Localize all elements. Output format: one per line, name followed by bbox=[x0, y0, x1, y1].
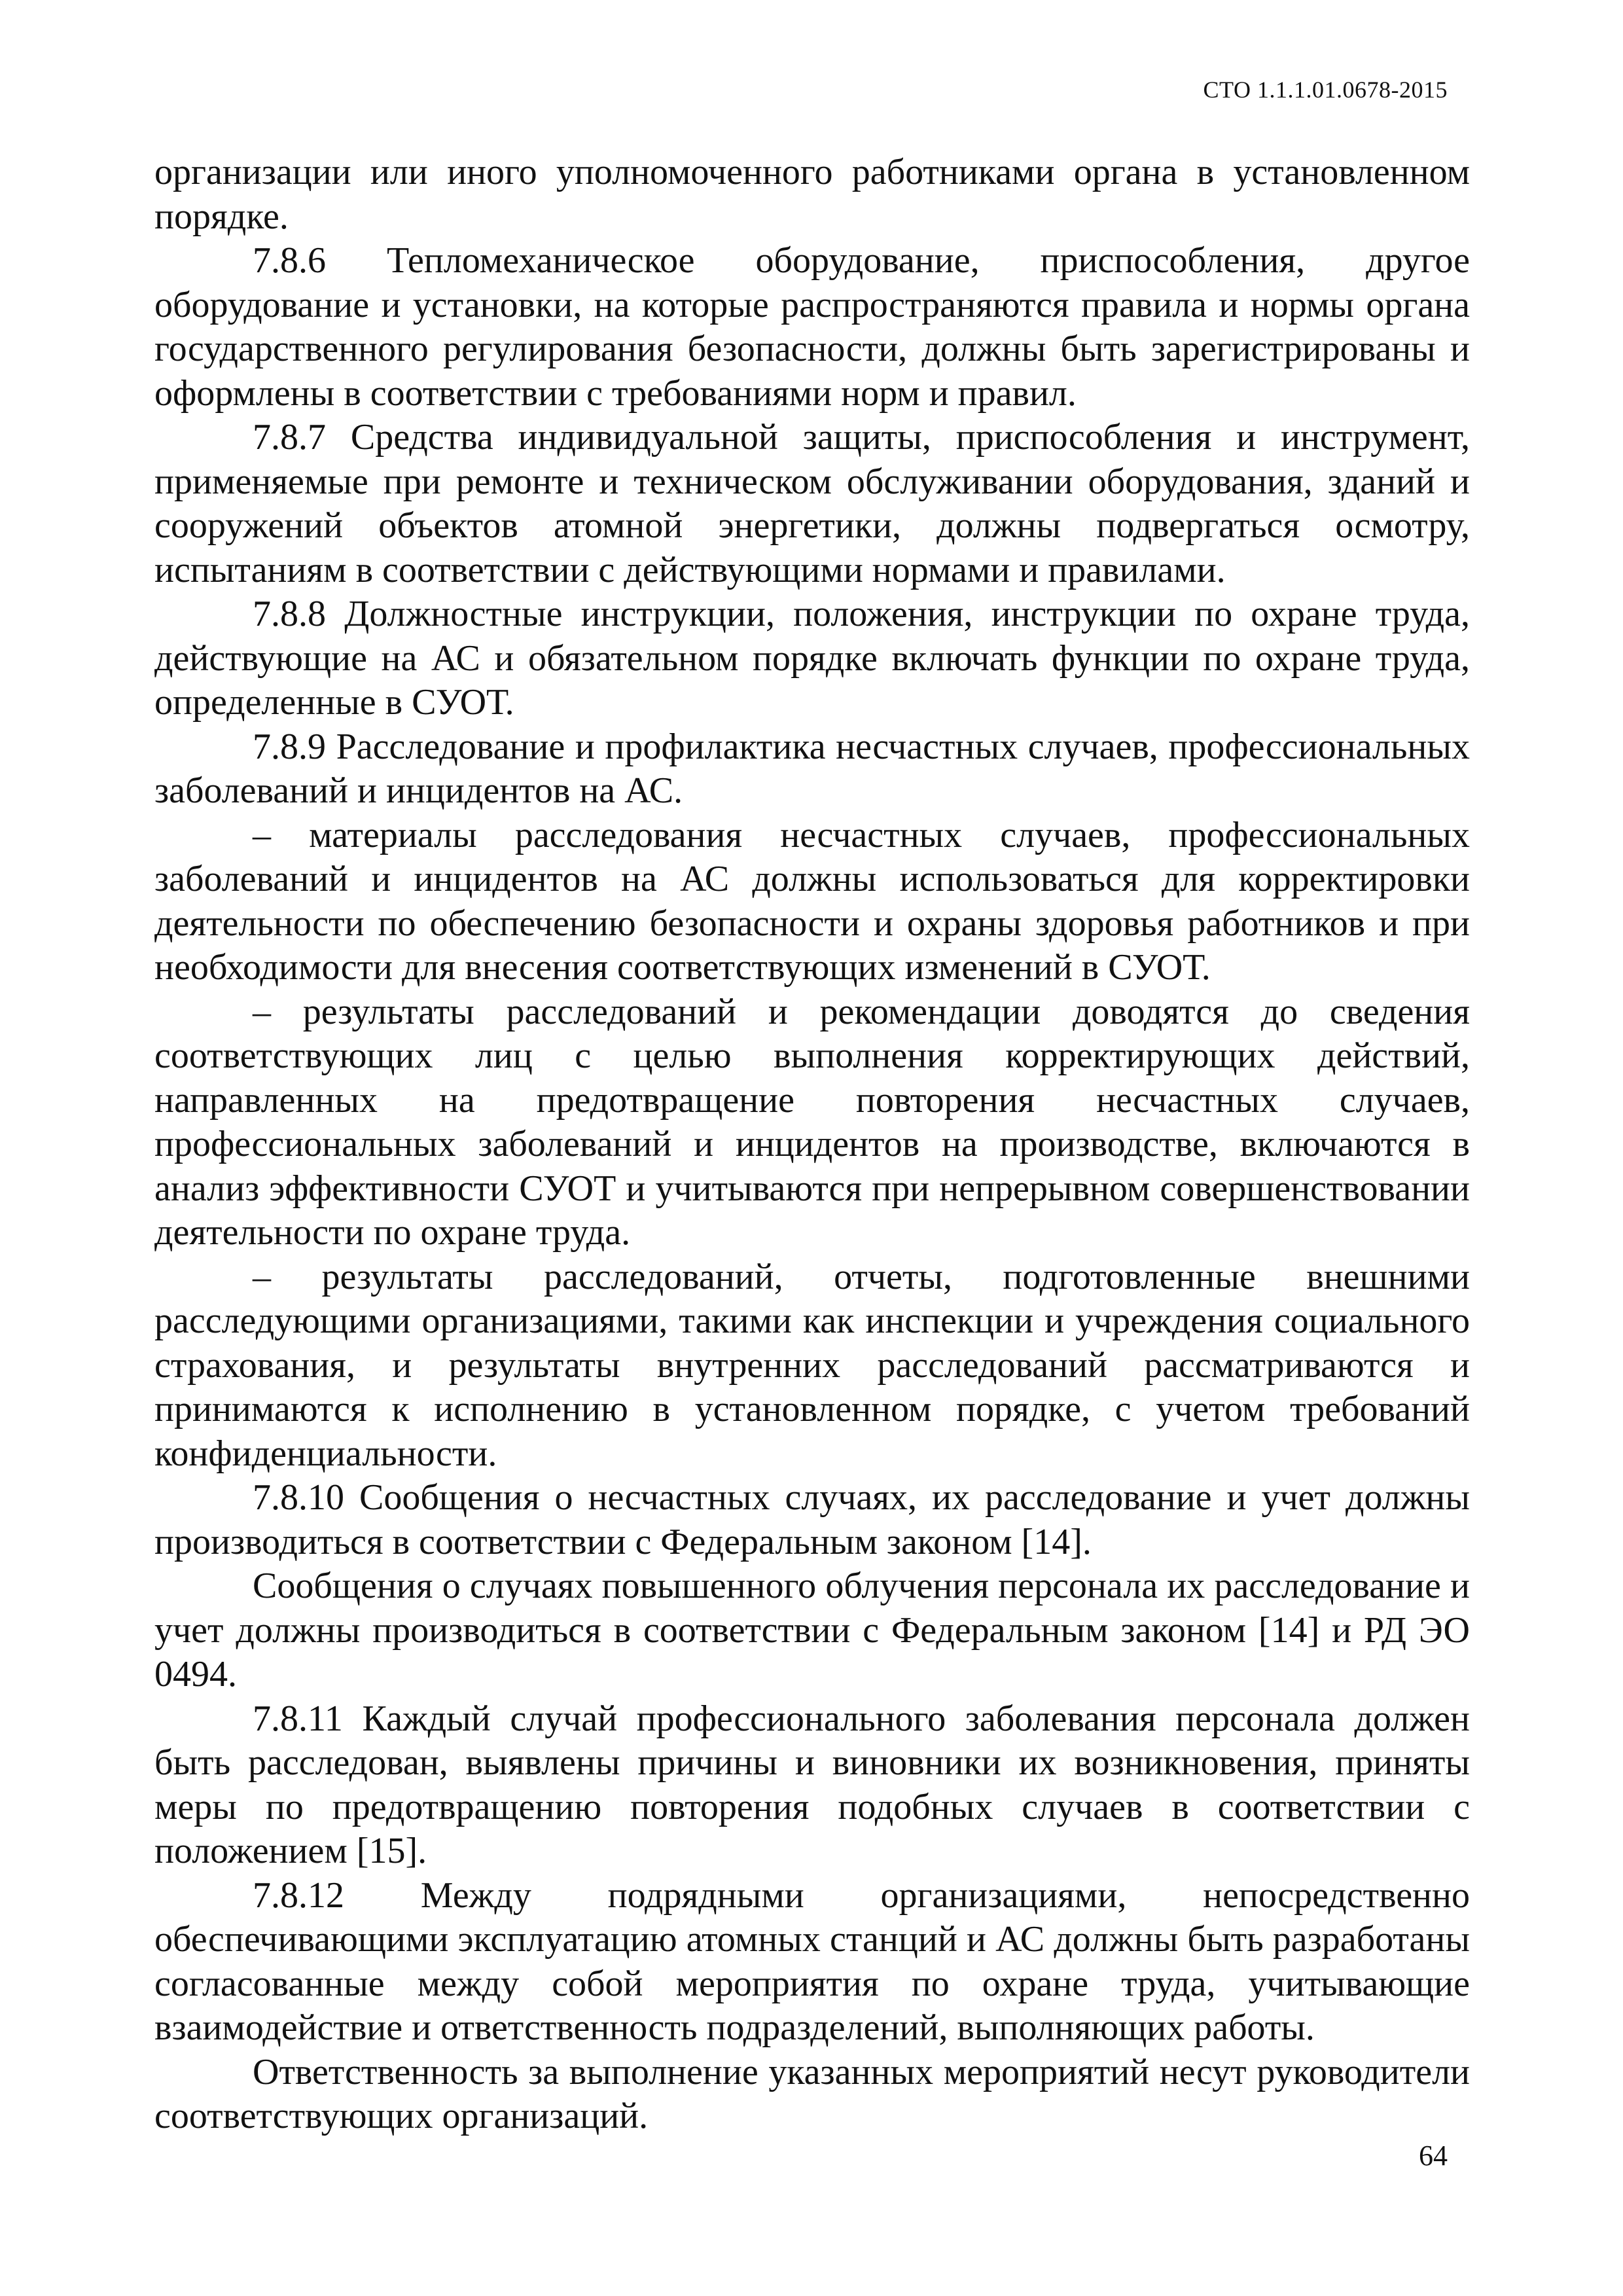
list-item-results-recommendations: – результаты расследований и рекомендации доводятся до сведения соответствующих лиц с целью выполнения корректирующих действий, направленных на предотвращение повторения несчастных случаев, профессиональных заболеваний и инцидентов на производстве, включаются в анализ эффективности СУОТ и учитываются при непрерывном совершенствовании деятельности по охране труда. bbox=[154, 991, 1470, 1253]
page-number: 64 bbox=[1419, 2140, 1448, 2172]
document-body bbox=[154, 151, 1470, 2139]
list-item-results-reports: – результаты расследований, отчеты, подготовленные внешними расследующими организациями, такими как инспекции и учреждения социального страхования, и результаты внутренних расследований рассматриваются и принимаются к исполнению в установленном порядке, с учетом требований конфиденциальности. bbox=[154, 1256, 1470, 1474]
paragraph-7-8-9: 7.8.9 Расследование и профилактика несчастных случаев, профессиональных заболеваний и инцидентов на АС. bbox=[154, 726, 1470, 811]
paragraph-continuation: организации или иного уполномоченного работниками органа в установленном порядке. bbox=[154, 152, 1470, 237]
list-item-materials: – материалы расследования несчастных случаев, профессиональных заболеваний и инцидентов на АС должны использоваться для корректировки деятельности по обеспечению безопасности и охраны здоровья работников и при необходимости для внесения соответствующих изменений в СУОТ. bbox=[154, 814, 1470, 988]
paragraph-7-8-11: 7.8.11 Каждый случай профессионального заболевания персонала должен быть расследован, выявлены причины и виновники их возникновения, приняты меры по предотвращению повторения подобных случаев в соответствии с положением [15]. bbox=[154, 1698, 1470, 1871]
paragraph-responsibility: Ответственность за выполнение указанных мероприятий несут руководители соответствующих организаций. bbox=[154, 2051, 1470, 2136]
paragraph-7-8-10: 7.8.10 Сообщения о несчастных случаях, их расследование и учет должны производиться в соответствии с Федеральным законом [14]. bbox=[154, 1477, 1470, 1562]
paragraph-irradiation-reports: Сообщения о случаях повышенного облучения персонала их расследование и учет должны производиться в соответствии с Федеральным законом [14] и РД ЭО 0494. bbox=[154, 1566, 1470, 1695]
paragraph-7-8-12: 7.8.12 Между подрядными организациями, непосредственно обеспечивающими эксплуатацию атомных станций и АС должны быть разработаны согласованные между собой мероприятия по охране труда, учитывающие взаимодействие и ответственность подразделений, выполняющих работы. bbox=[154, 1874, 1470, 2048]
paragraph-7-8-7: 7.8.7 Средства индивидуальной защиты, приспособления и инструмент, применяемые при ремонте и техническом обслуживании оборудования, зданий и сооружений объектов атомной энергетики, должны подвергаться осмотру, испытаниям в соответствии с действующими нормами и правилами. bbox=[154, 417, 1470, 590]
document-code-header: СТО 1.1.1.01.0678-2015 bbox=[1203, 77, 1448, 103]
paragraph-7-8-6: 7.8.6 Тепломеханическое оборудование, приспособления, другое оборудование и установки, на которые распространяются правила и нормы органа государственного регулирования безопасности, должны быть зарегистрированы и оформлены в соответствии с требованиями норм и правил. bbox=[154, 240, 1470, 414]
paragraph-7-8-8: 7.8.8 Должностные инструкции, положения, инструкции по охране труда, действующие на АС и обязательном порядке включать функции по охране труда, определенные в СУОТ. bbox=[154, 594, 1470, 723]
